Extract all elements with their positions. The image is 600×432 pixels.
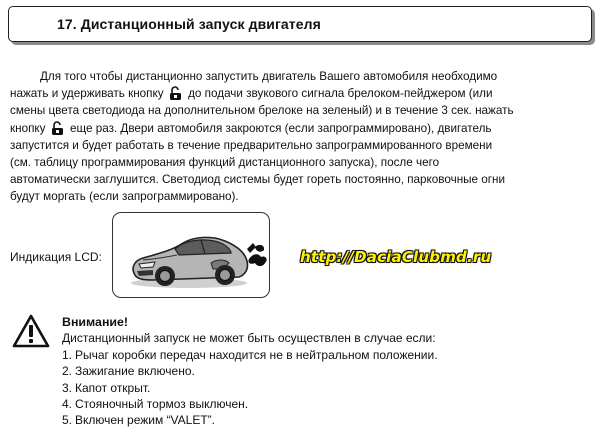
paragraph-line-part: кнопку [10,121,49,135]
car-remote-start-icon [113,213,271,299]
paragraph-line [10,120,590,137]
key-fob-button-icon [169,86,183,101]
section-title: 17. Дистанционный запуск двигателя [57,16,321,32]
section-header [8,6,592,42]
watermark-link: http://DaciaClubmd.ru [300,248,492,266]
warning-title: Внимание! [62,315,129,329]
list-item: 5. Включен режим “VALET”. [62,413,215,428]
paragraph-line-part: до подачи звукового сигнала брелоком-пейджером (или [184,87,493,101]
paragraph-line: автоматически заглушится. Светодиод системы будет гореть постоянно, парковочные огни [10,173,506,187]
paragraph-line: смены цвета светодиода на дополнительном брелоке на зеленый) и в течение 3 сек. нажать [10,104,514,118]
paragraph-line: Для того чтобы дистанционно запустить двигатель Вашего автомобиля необходимо [40,70,498,83]
warning-triangle-icon [12,314,50,348]
lcd-indication-label: Индикация LCD: [10,250,102,264]
list-item: 4. Стояночный тормоз выключен. [62,397,249,412]
paragraph-line: (см. таблицу программирования функций дистанционного запуска), после чего [10,156,440,170]
paragraph-line: запустится и будет работать в течение предварительно запрограммированного времени [10,138,493,152]
list-item: 1. Рычаг коробки передач находится не в нейтральном положении. [62,347,438,362]
paragraph-line: будут моргать (если запрограммировано). [10,190,239,204]
instruction-paragraph [10,68,590,206]
lcd-display [112,212,270,298]
warning-block [62,314,582,429]
warning-intro: Дистанционный запуск не может быть осуществлен в случае если: [62,331,436,346]
paragraph-line-part: нажать и удерживать кнопку [10,87,167,101]
paragraph-line [10,85,590,102]
paragraph-line-part: еще раз. Двери автомобиля закроются (если запрограммировано), двигатель [66,121,492,135]
key-fob-button-icon [51,121,65,136]
list-item: 3. Капот открыт. [62,380,151,395]
list-item: 2. Зажигание включено. [62,364,195,379]
warning-conditions-list [62,347,582,429]
